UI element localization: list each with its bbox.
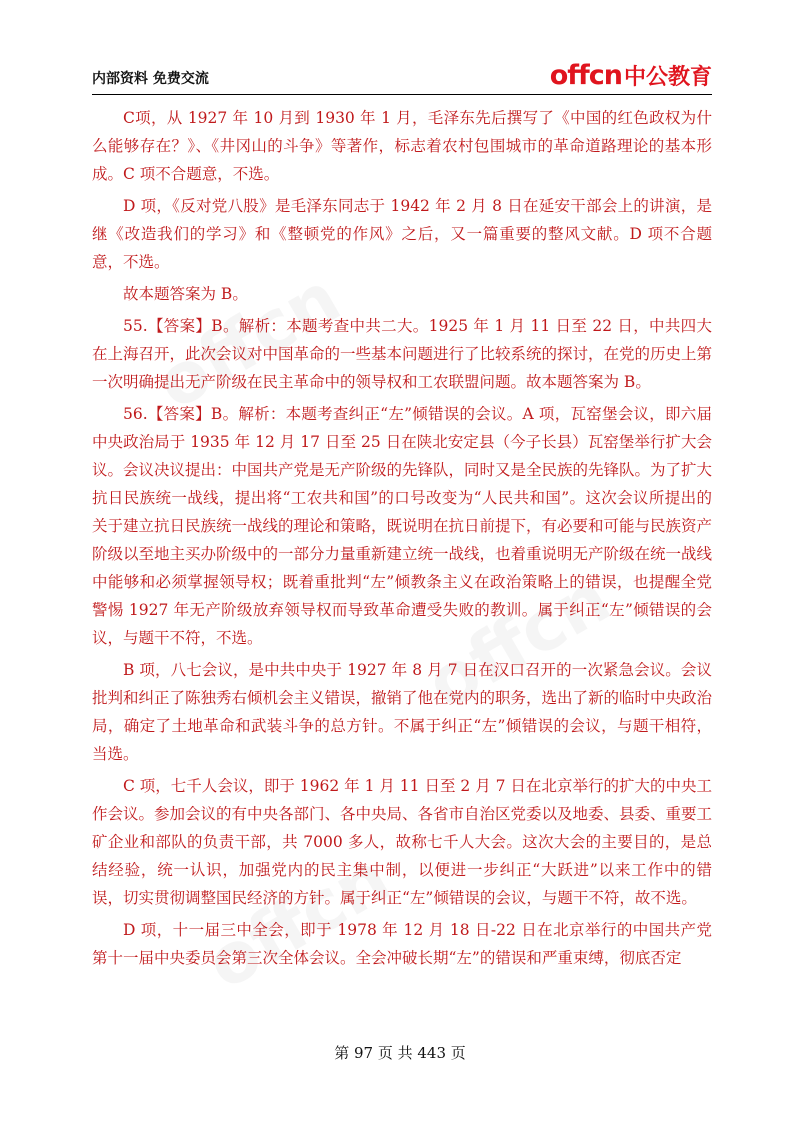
paragraph: D 项，《反对党八股》是毛泽东同志于 1942 年 2 月 8 日在延安干部会上的讲演，是继《改造我们的学习》和《整顿党的作风》之后，又一篇重要的整风文献。D 项不合题意，不选。 — [92, 197, 712, 271]
paragraph: 故本题答案为 B。 — [123, 285, 248, 303]
page-number: 第 97 页 共 443 页 — [334, 1044, 466, 1062]
logo-latin-text: offcn — [549, 60, 622, 91]
paragraph: D 项，十一届三中全会，即于 1978 年 12 月 18 日-22 日在北京举行的中国共产党第十一届中央委员会第三次全体会议。全会冲破长期“左”的错误和严重束缚，彻底否定 — [92, 921, 712, 967]
paragraph: B 项，八七会议，是中共中央于 1927 年 8 月 7 日在汉口召开的一次紧急会议。会议批判和纠正了陈独秀右倾机会主义错误，撤销了他在党内的职务，选出了新的临时中央政治局，确定了土地革命和武装斗争的总方针。不属于纠正“左”倾错误的会议，与题干相符，当选。 — [92, 661, 713, 763]
page-header — [92, 52, 712, 95]
logo-chinese-text: 中公教育 — [623, 65, 712, 90]
header-caption: 内部资料 免费交流 — [92, 71, 209, 87]
brand-logo — [550, 60, 712, 91]
paragraph: 56.【答案】B。解析：本题考查纠正“左”倾错误的会议。A 项，瓦窑堡会议，即六届中央政治局于 1935 年 12 月 17 日至 25 日在陕北安定县（今子长县）瓦窑堡举行扩大会议。会议决议提出：中国共产党是无产阶级的先锋队，同时又是全民族的先锋队。为了扩大抗日民族统一战线，提出将“工农共和国”的口号改变为“人民共和国”。这次会议所提出的关于建立抗日民族统一战线的理论和策略，既说明在抗日前提下，有必要和可能与民族资产阶级以至地主买办阶级中的一部分力量重新建立统一战线，也着重说明无产阶级在统一战线中能够和必须掌握领导权；既着重批判“左”倾教条主义在政治策略上的错误，也提醒全党警惕 1927 年无产阶级放弃领导权而导致革命遭受失败的教训。属于纠正“左”倾错误的会议，与题干不符，不选。 — [92, 405, 713, 647]
paragraph: C 项，七千人会议，即于 1962 年 1 月 11 日至 2 月 7 日在北京举行的扩大的中央工作会议。参加会议的有中央各部门、各中央局、各省市自治区党委以及地委、县委、重要工矿企业和部队的负责干部，共 7000 多人，故称七千人大会。这次大会的主要目的，是总结经验，统一认识，加强党内的民主集中制，以便进一步纠正“大跃进”以来工作中的错误，切实贯彻调整国民经济的方针。属于纠正“左”倾错误的会议，与题干不符，故不选。 — [92, 777, 713, 907]
paragraph: 55.【答案】B。解析：本题考查中共二大。1925 年 1 月 11 日至 22 日，中共四大在上海召开，此次会议对中国革命的一些基本问题进行了比较系统的探讨，在党的历史上第一次明确提出无产阶级在民主革命中的领导权和工农联盟问题。故本题答案为 B。 — [92, 317, 713, 391]
document-body — [92, 104, 712, 976]
paragraph: C项，从 1927 年 10 月到 1930 年 1 月，毛泽东先后撰写了《中国的红色政权为什么能够存在？》、《井冈山的斗争》等著作，标志着农村包围城市的革命道路理论的基本形成。C 项不合题意，不选。 — [92, 109, 712, 183]
